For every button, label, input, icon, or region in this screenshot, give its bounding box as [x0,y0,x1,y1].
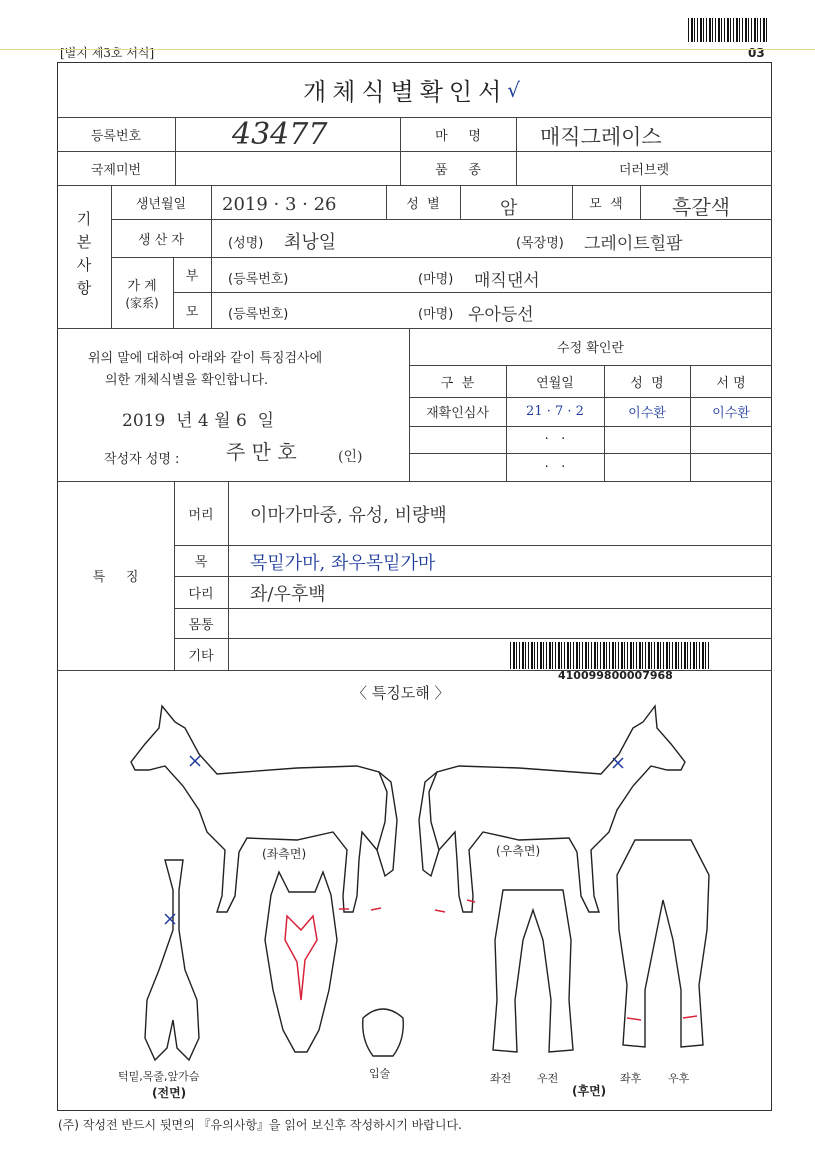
color-value: 흑갈색 [672,195,730,219]
revision-header-0: 구 분 [440,375,475,391]
revision-cell: 21 · 7 · 2 [526,404,584,419]
feature-value: 이마가마중, 유성, 비량백 [250,505,447,526]
breeder-name: 최낭일 [284,232,337,253]
farm-label: (목장명) [516,236,564,251]
revision-cell [690,426,772,453]
rear-label: (후면) [572,1084,607,1098]
header-rule [0,49,815,50]
revision-cell: 이수환 [628,406,666,421]
right-side-horse [429,706,685,912]
fore-left-label: 좌전 [490,1072,512,1085]
revision-cell: · · [544,432,566,447]
feature-value: 목밑가마, 좌우목밑가마 [250,552,436,574]
neck-front-view [145,860,199,1060]
feature-barcode [510,642,710,669]
revision-cell: · · [544,459,566,475]
revision-header-3: 서 명 [716,375,746,391]
sire-reg-label: (등록번호) [228,272,289,287]
hind-left-label: 좌후 [620,1072,642,1085]
right-side-label: (우측면) [496,844,541,858]
dam-reg-label: (등록번호) [228,307,289,322]
revision-title: 수정 확인란 [557,341,624,356]
features-section-label: 특 징 [92,570,139,585]
revision-cell [409,453,506,481]
confirm-date: 2019 년 4 월 6 일 [122,411,274,431]
head-blaze-mark [285,916,317,1000]
confirm-text-1: 위의 말에 대하여 아래와 같이 특징검사에 [88,351,323,366]
dam-name: 우아등선 [468,305,534,325]
top-barcode [688,18,768,42]
revision-cell [604,426,690,453]
left-side-tail [377,772,397,876]
reg-label: 등록번호 [90,128,142,144]
revision-cell [690,453,772,481]
lips-label: 입술 [369,1067,391,1080]
feature-label: 머리 [188,507,214,523]
sex-label: 성 별 [406,196,440,212]
title-text: 개체식별확인서 [302,78,508,106]
basic-section-label: 기본사항 [74,210,93,303]
left-leg-mark [339,908,381,910]
horse-diagrams [57,700,772,1100]
feature-label: 다리 [188,586,214,602]
dam-label: 모 [185,304,199,320]
document-title [57,62,772,117]
lips-view [363,1009,404,1056]
sire-label: 부 [185,269,199,284]
color-label: 모 색 [589,196,623,212]
breed-label: 품 종 [435,162,481,178]
breed-value: 더러브렛 [618,162,670,178]
feature-label: 기타 [188,648,214,664]
reg-value: 43477 [232,117,328,152]
confirm-text-2: 의한 개체식별을 확인합니다. [105,373,269,388]
lineage-label: 가 계 (家系) [125,278,159,310]
revision-cell [409,426,506,453]
writer-label: 작성자 성명 : [104,452,180,467]
barcode-number: 410099800007968 [558,669,673,682]
revision-cell: 이수환 [712,406,750,421]
intl-label: 국제미번 [90,162,142,178]
breeder-label: 생 산 자 [138,232,184,248]
sire-name: 매직댄서 [474,271,540,291]
footer-note: (주) 작성전 반드시 뒷면의 『유의사항』을 읽어 보신후 작성하시기 바랍니다. [58,1118,462,1132]
hind-right-label: 우후 [668,1072,690,1085]
dam-name-label: (마명) [418,307,454,322]
check-mark: √ [507,77,527,102]
writer-name: 주 만 호 [226,440,297,464]
head-front-view [265,872,337,1052]
sex-value: 암 [500,198,518,219]
feature-value: 좌/우후백 [250,584,326,605]
page-number: 03 [748,46,765,60]
revision-header-1: 연월일 [536,375,574,391]
neck-label: 턱밑,목줄,앞가슴 [118,1070,200,1083]
left-neck-x-mark [190,756,200,766]
writer-sign: (인) [338,449,363,465]
right-side-tail [419,772,439,876]
revision-header-2: 성 명 [630,375,664,391]
horse-name-value: 매직그레이스 [540,125,662,149]
birth-label: 생년월일 [135,196,187,212]
left-side-horse [131,706,387,912]
farm-value: 그레이트힐팜 [584,234,683,254]
hind-leg-mark [627,1016,697,1020]
feature-label: 몸통 [188,617,214,633]
horse-name-label: 마 명 [435,128,481,144]
sire-name-label: (마명) [418,272,454,287]
diagram-title: 〈 특징도해 〉 [352,684,450,702]
revision-cell: 재확인심사 [426,406,489,421]
front-label: (전면) [152,1086,187,1100]
form-label: [별지 제3호 서식] [60,46,155,60]
feature-label: 목 [194,555,208,570]
birth-value: 2019 · 3 · 26 [222,194,337,215]
right-leg-mark [435,900,475,912]
revision-cell [604,453,690,481]
breeder-name-label: (성명) [228,236,264,251]
right-neck-x-mark [613,758,623,768]
fore-right-label: 우전 [537,1072,559,1085]
left-side-label: (좌측면) [262,847,307,861]
front-legs-view [493,890,573,1052]
